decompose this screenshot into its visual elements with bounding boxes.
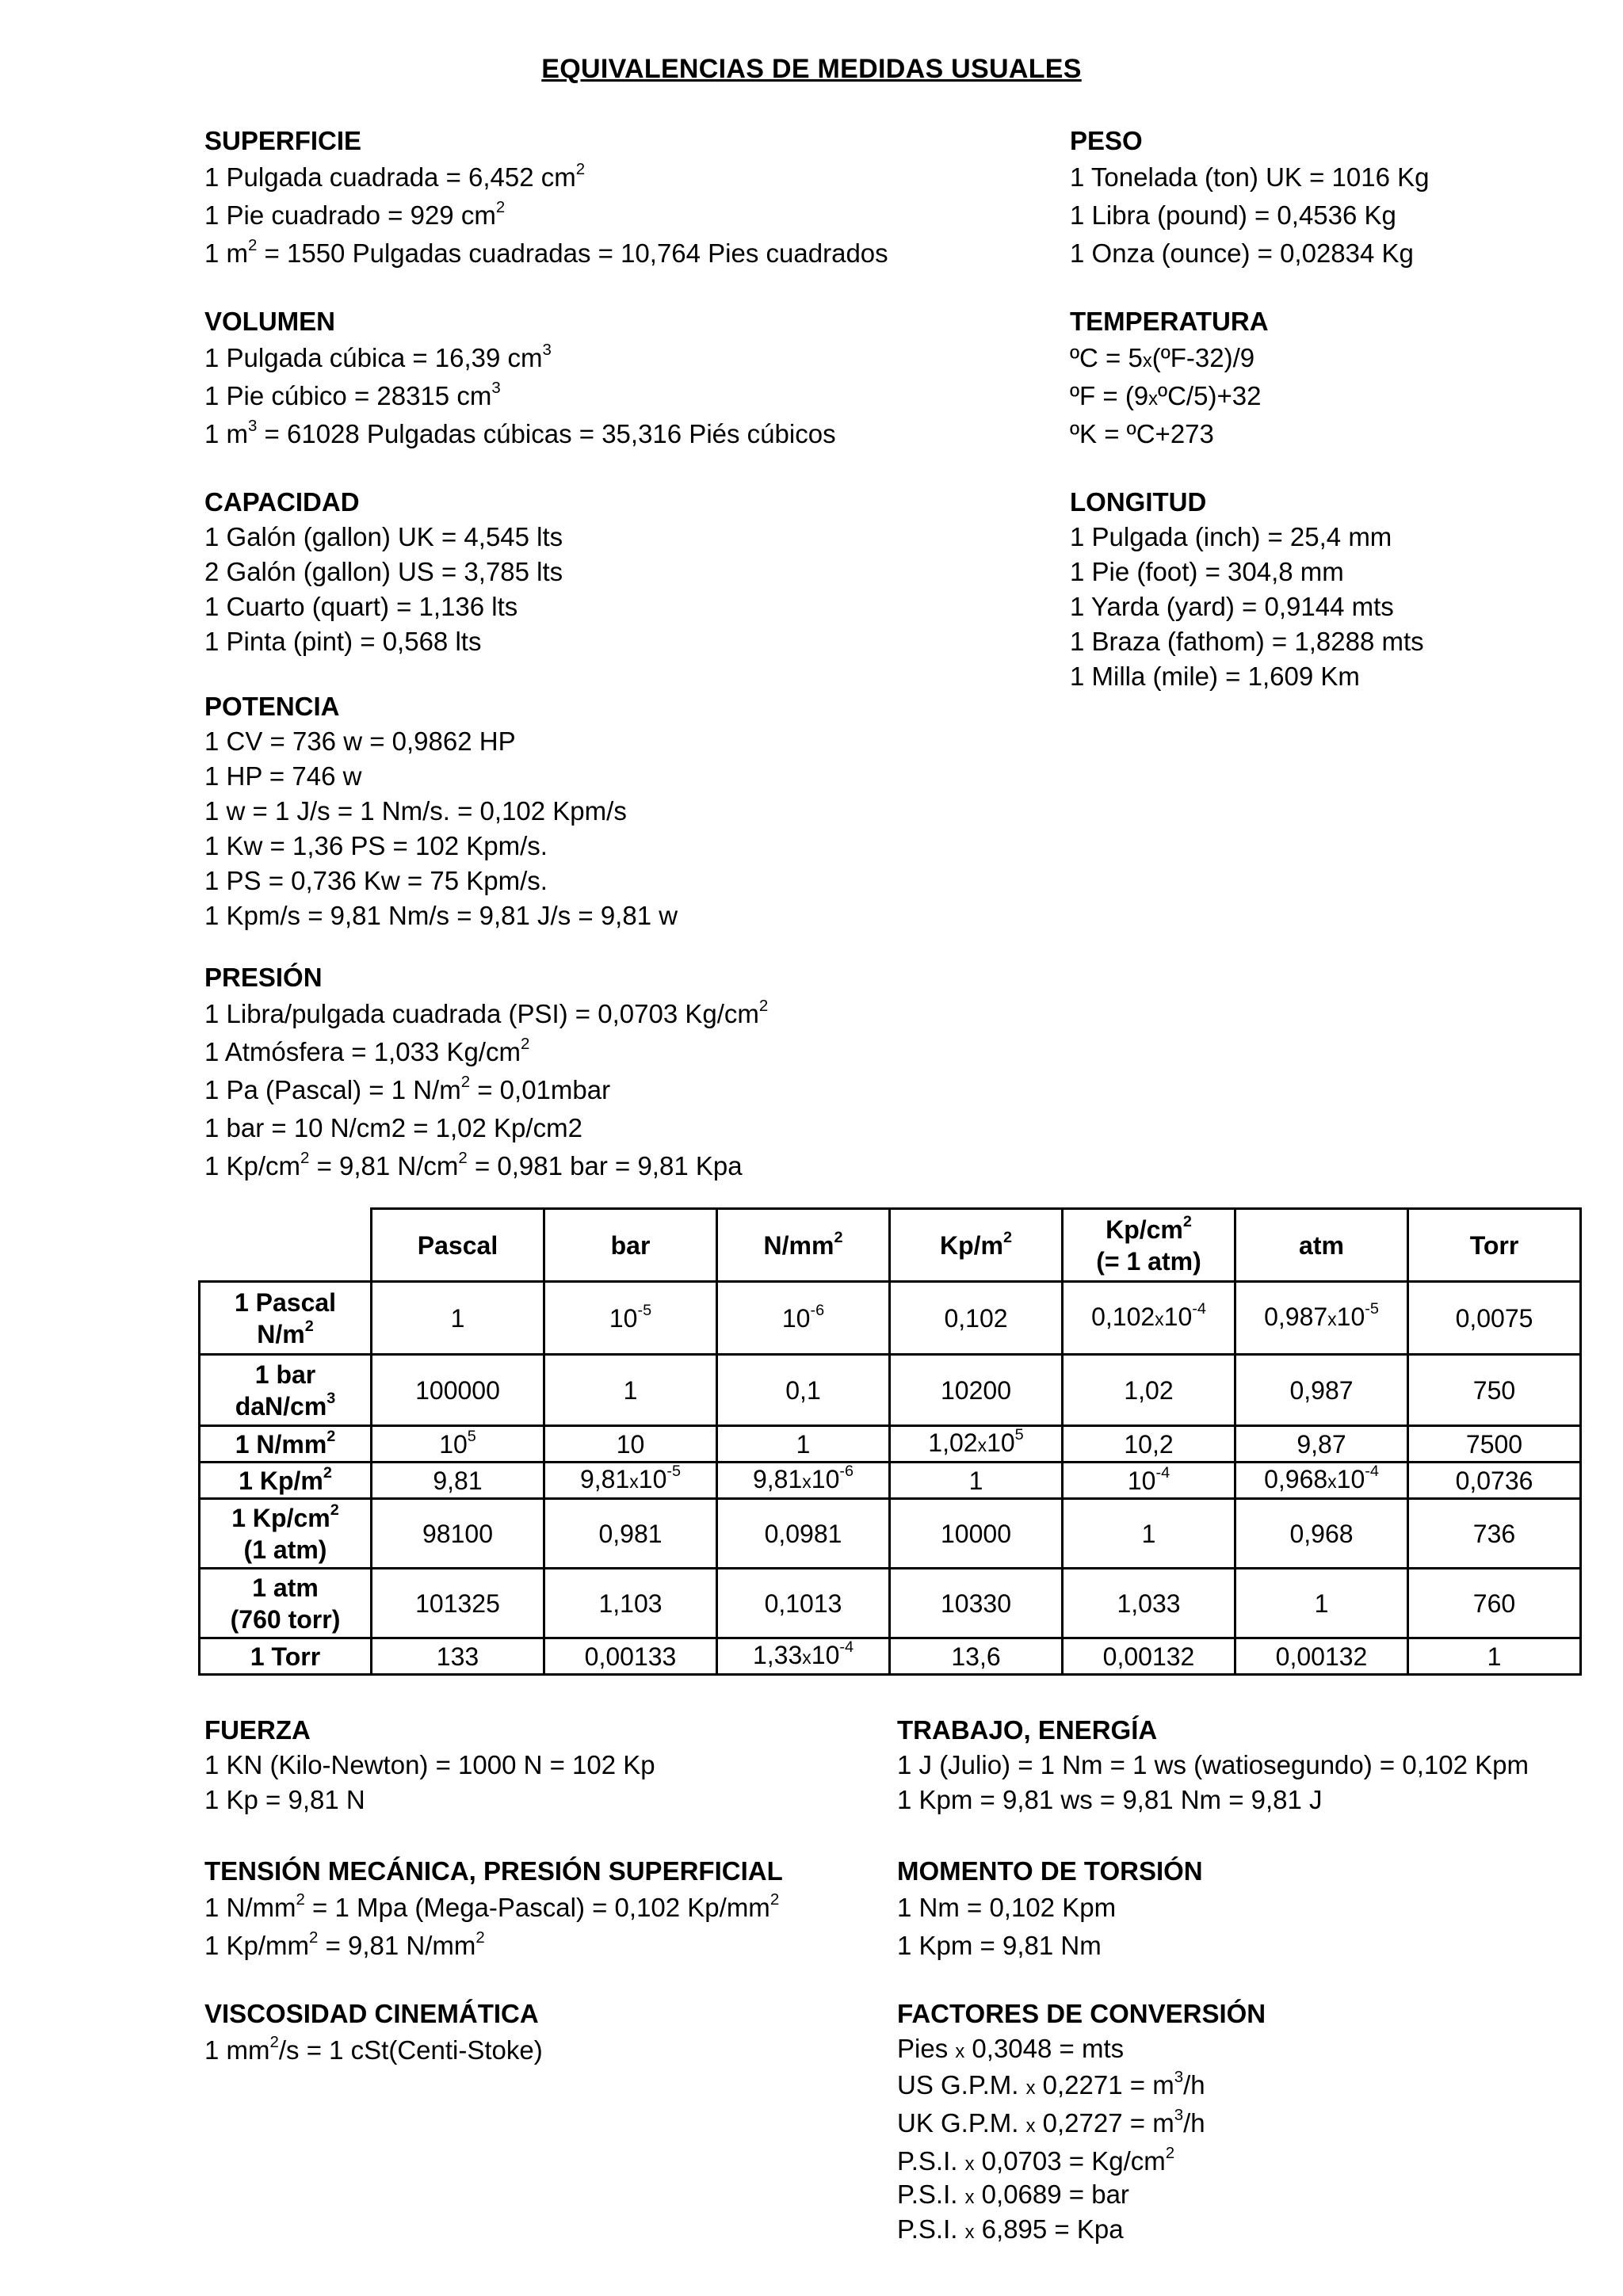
table-cell: 9,81 — [372, 1463, 544, 1499]
table-cell: 736 — [1408, 1499, 1581, 1569]
section-fuerza — [204, 1713, 655, 1817]
table-cell: 10000 — [890, 1499, 1063, 1569]
section-momento-torsion — [897, 1854, 1203, 1965]
row-header: 1 $Kp/m^2$ — [200, 1463, 372, 1499]
section-heading: FACTORES DE CONVERSIÓN — [897, 1999, 1266, 2028]
table-cell: 0,0736 — [1408, 1463, 1581, 1499]
section-volumen — [204, 304, 836, 453]
table-cell: 9,87 — [1235, 1426, 1408, 1463]
table-cell: 0,00132 — [1235, 1638, 1408, 1675]
table-cell: 0,00133 — [544, 1638, 717, 1675]
equivalence-line: 1 Pie cúbico = 28315 $cm^3$ — [204, 378, 501, 410]
table-cell: 10330 — [890, 1569, 1063, 1638]
equivalence-line: Pies x 0,3048 = mts — [897, 2034, 1125, 2063]
table-cell: 0,1 — [717, 1355, 890, 1426]
equivalence-line: 1 Yarda (yard) = 0,9144 mts — [1070, 592, 1394, 621]
table-cell: $10^{-5}$ — [544, 1282, 717, 1355]
equivalence-line: 1 J (Julio) = 1 Nm = 1 ws (watiosegundo) = 0,102 Kpm — [897, 1750, 1529, 1779]
column-header: $Kp/m^2$ — [890, 1209, 1063, 1282]
equivalence-line: 1 Kp = 9,81 N — [204, 1785, 365, 1814]
section-longitud — [1070, 485, 1424, 694]
table-cell: 0,968 — [1235, 1499, 1408, 1569]
table-cell: $1,02x10^5$ — [890, 1426, 1063, 1463]
table-row — [200, 1355, 1581, 1426]
equivalence-line: 2 Galón (gallon) US = 3,785 lts — [204, 557, 563, 586]
equivalence-line: 1 Braza (fathom) = 1,8288 mts — [1070, 627, 1424, 656]
table-cell: 0,0075 — [1408, 1282, 1581, 1355]
equivalence-line: 1 Galón (gallon) UK = 4,545 lts — [204, 522, 563, 551]
equivalence-line: 1 Pie cuadrado = 929 $cm^2$ — [204, 197, 506, 230]
section-heading: PRESIÓN — [204, 963, 323, 992]
table-cell: 10,2 — [1063, 1426, 1235, 1463]
section-temperatura — [1070, 304, 1269, 453]
section-superficie — [204, 124, 888, 273]
table-cell: 1 — [1408, 1638, 1581, 1675]
row-header: 1 atm (760 torr) — [200, 1569, 372, 1638]
equivalence-line: ºC = 5x(ºF-32)/9 — [1070, 343, 1255, 372]
page-title: EQUIVALENCIAS DE MEDIDAS USUALES — [541, 54, 1082, 84]
row-header: 1 $Kp/cm^2$ (1 atm) — [200, 1499, 372, 1569]
equivalence-line: 1 Tonelada (ton) UK = 1016 Kg — [1070, 162, 1430, 192]
table-cell: 10 — [544, 1426, 717, 1463]
section-trabajo-energia — [897, 1713, 1529, 1817]
table-cell: 750 — [1408, 1355, 1581, 1426]
equivalence-line: UK G.P.M. x $0,2727 = m^3/h$ — [897, 2105, 1205, 2138]
table-cell: 13,6 — [890, 1638, 1063, 1675]
table-cell: 1 — [544, 1355, 717, 1426]
equivalence-line: 1 $m^3 = 61028$ Pulgadas cúbicas = 35,316 Piés cúbicos — [204, 416, 836, 448]
equivalence-line: 1 HP = 746 w — [204, 761, 362, 791]
table-cell: 0,981 — [544, 1499, 717, 1569]
table-cell: $10^{-4}$ — [1063, 1463, 1235, 1499]
table-cell: 1 — [1063, 1499, 1235, 1569]
table-cell: 0,1013 — [717, 1569, 890, 1638]
section-capacidad — [204, 485, 563, 659]
equivalence-line: 1 $m^2 = 1550$ Pulgadas cuadradas = 10,764 Pies cuadrados — [204, 235, 888, 268]
section-heading: FUERZA — [204, 1715, 311, 1745]
table-cell: 0,987 — [1235, 1355, 1408, 1426]
equivalence-line: ºK = ºC+273 — [1070, 419, 1214, 448]
equivalence-line: 1 PS = 0,736 Kw = 75 Kpm/s. — [204, 866, 548, 895]
table-row — [200, 1638, 1581, 1675]
section-tension-mecanica — [204, 1854, 783, 1965]
equivalence-line: 1 Pinta (pint) = 0,568 lts — [204, 627, 482, 656]
equivalence-line: 1 $Kp/mm^2 = 9,81$ $N/mm^2$ — [204, 1928, 485, 1960]
table-cell: 101325 — [372, 1569, 544, 1638]
section-viscosidad — [204, 1997, 543, 2069]
column-header: $Kp/cm^2$ (= 1 atm) — [1063, 1209, 1235, 1282]
equivalence-line: 1 Pulgada (inch) = 25,4 mm — [1070, 522, 1392, 551]
equivalence-line: 1 Cuarto (quart) = 1,136 lts — [204, 592, 518, 621]
equivalence-line: ºF = (9xºC/5)+32 — [1070, 381, 1262, 410]
table-cell: $9,81x10^{-5}$ — [544, 1463, 717, 1499]
column-header: Pascal — [372, 1209, 544, 1282]
equivalence-line: 1 Pie (foot) = 304,8 mm — [1070, 557, 1344, 586]
section-heading: TENSIÓN MECÁNICA, PRESIÓN SUPERFICIAL — [204, 1856, 783, 1886]
equivalence-line: 1 Onza (ounce) = 0,02834 Kg — [1070, 238, 1414, 268]
table-row — [200, 1426, 1581, 1463]
equivalence-line: 1 Pulgada cúbica = 16,39 $cm^3$ — [204, 340, 552, 372]
table-row — [200, 1282, 1581, 1355]
table-cell: 133 — [372, 1638, 544, 1675]
table-cell: 1,02 — [1063, 1355, 1235, 1426]
table-cell: 7500 — [1408, 1426, 1581, 1463]
row-header: 1 $N/mm^2$ — [200, 1426, 372, 1463]
table-row — [200, 1463, 1581, 1499]
section-heading: TRABAJO, ENERGÍA — [897, 1715, 1158, 1745]
section-heading: POTENCIA — [204, 692, 340, 721]
section-presion — [204, 960, 768, 1185]
section-heading: SUPERFICIE — [204, 126, 362, 155]
equivalence-line: 1 $Kp/cm^2 = 9,81$ $N/cm^2 = 0,981$ bar = 9,81 Kpa — [204, 1148, 743, 1180]
table-row — [200, 1569, 1581, 1638]
section-factores-conversion — [897, 1997, 1266, 2247]
section-potencia — [204, 689, 678, 933]
equivalence-line: 1 CV = 736 w = 0,9862 HP — [204, 727, 516, 756]
equivalence-line: 1 Pa (Pascal) = 1 $N/m^2$ = 0,01mbar — [204, 1072, 611, 1104]
table-cell: $0,968x10^{-4}$ — [1235, 1463, 1408, 1499]
table-cell: 1 — [890, 1463, 1063, 1499]
equivalence-line: 1 Kpm/s = 9,81 Nm/s = 9,81 J/s = 9,81 w — [204, 901, 678, 930]
table-cell: $0,102x10^{-4}$ — [1063, 1282, 1235, 1355]
table-header-row — [200, 1209, 1581, 1282]
table-corner — [200, 1209, 372, 1282]
table-cell: $10^5$ — [372, 1426, 544, 1463]
table-cell: 760 — [1408, 1569, 1581, 1638]
table-row — [200, 1499, 1581, 1569]
table-cell: $0,987x10^{-5}$ — [1235, 1282, 1408, 1355]
column-header: $N/mm^2$ — [717, 1209, 890, 1282]
table-cell: 1 — [372, 1282, 544, 1355]
equivalence-line: 1 Nm = 0,102 Kpm — [897, 1893, 1117, 1922]
equivalence-line: 1 Pulgada cuadrada = 6,452 $cm^2$ — [204, 159, 586, 192]
section-heading: PESO — [1070, 126, 1143, 155]
section-heading: MOMENTO DE TORSIÓN — [897, 1856, 1203, 1886]
table-cell: 10200 — [890, 1355, 1063, 1426]
section-heading: LONGITUD — [1070, 487, 1207, 517]
equivalence-line: 1 Atmósfera = 1,033 $Kg/cm^2$ — [204, 1034, 530, 1066]
equivalence-line: 1 Libra (pound) = 0,4536 Kg — [1070, 200, 1396, 230]
table-cell: 98100 — [372, 1499, 544, 1569]
column-header: bar — [544, 1209, 717, 1282]
row-header: 1 Pascal $N/m^2$ — [200, 1282, 372, 1355]
row-header: 1 bar daN/$cm^3$ — [200, 1355, 372, 1426]
equivalence-line: P.S.I. x 6,895 = Kpa — [897, 2214, 1124, 2244]
equivalence-line: 1 $mm^2/s = 1$ cSt(Centi-Stoke) — [204, 2032, 543, 2065]
equivalence-line: US G.P.M. x $0,2271 = m^3/h$ — [897, 2067, 1205, 2100]
section-heading: VOLUMEN — [204, 307, 335, 336]
table-cell: $1,33x10^{-4}$ — [717, 1638, 890, 1675]
table-cell: 1 — [717, 1426, 890, 1463]
equivalence-line: 1 Kpm = 9,81 ws = 9,81 Nm = 9,81 J — [897, 1785, 1323, 1814]
table-cell: 1,033 — [1063, 1569, 1235, 1638]
table-cell: 0,0981 — [717, 1499, 890, 1569]
equivalence-line: 1 $N/mm^2 = 1$ Mpa (Mega-Pascal) = 0,102 $Kp/mm^2$ — [204, 1890, 780, 1922]
equivalence-line: 1 w = 1 J/s = 1 Nm/s. = 0,102 Kpm/s — [204, 796, 627, 826]
row-header: 1 Torr — [200, 1638, 372, 1675]
section-heading: TEMPERATURA — [1070, 307, 1269, 336]
equivalence-line: 1 Libra/pulgada cuadrada (PSI) = 0,0703 $Kg/cm^2$ — [204, 996, 769, 1028]
table-cell: 1,103 — [544, 1569, 717, 1638]
section-peso — [1070, 124, 1429, 273]
table-cell: 100000 — [372, 1355, 544, 1426]
equivalence-line: 1 KN (Kilo-Newton) = 1000 N = 102 Kp — [204, 1750, 655, 1779]
table-cell: 0,102 — [890, 1282, 1063, 1355]
column-header: Torr — [1408, 1209, 1581, 1282]
equivalence-line: 1 Kw = 1,36 PS = 102 Kpm/s. — [204, 831, 548, 860]
table-cell: $9,81x10^{-6}$ — [717, 1463, 890, 1499]
section-heading: CAPACIDAD — [204, 487, 360, 517]
equivalence-line: 1 bar = 10 N/cm2 = 1,02 Kp/cm2 — [204, 1113, 582, 1142]
column-header: atm — [1235, 1209, 1408, 1282]
table-cell: $10^{-6}$ — [717, 1282, 890, 1355]
equivalence-line: P.S.I. x 0,0689 = bar — [897, 2180, 1129, 2209]
table-cell: 1 — [1235, 1569, 1408, 1638]
pressure-conversion-table — [198, 1207, 1582, 1676]
section-heading: VISCOSIDAD CINEMÁTICA — [204, 1999, 539, 2028]
equivalence-line: 1 Milla (mile) = 1,609 Km — [1070, 662, 1360, 691]
table-cell: 0,00132 — [1063, 1638, 1235, 1675]
equivalence-line: P.S.I. x $0,0703 = Kg/cm^2$ — [897, 2143, 1175, 2176]
equivalence-line: 1 Kpm = 9,81 Nm — [897, 1931, 1102, 1960]
